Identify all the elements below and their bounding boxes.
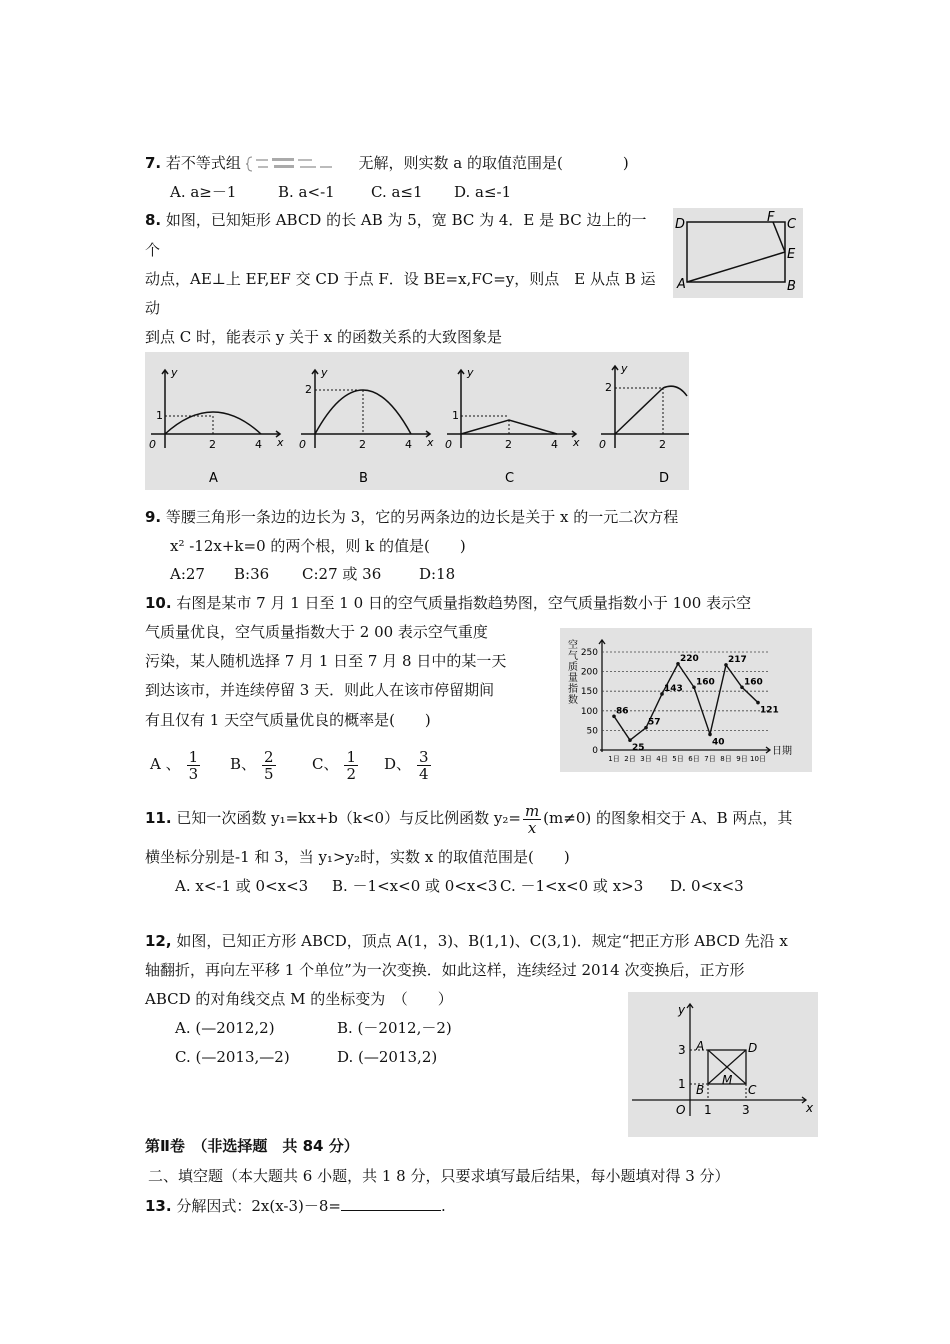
- graph-a: [151, 370, 280, 448]
- q11-text-before: 已知一次函数 y₁=kx+b（k<0）与反比例函数 y₂=: [176, 809, 521, 827]
- q9-option-a: A:27: [170, 565, 205, 583]
- graph-a-y: y: [171, 366, 178, 379]
- chart-data-label: 57: [648, 717, 661, 728]
- chart-data-label: 217: [728, 654, 747, 665]
- graph-b-origin: 0: [299, 438, 306, 451]
- q9-option-c: C:27 或 36: [302, 565, 382, 583]
- q10-line5: 有且仅有 1 天空气质量优良的概率是( ): [145, 711, 431, 729]
- q10-option-b: B、 $\frac{2}{5}$: [230, 747, 274, 783]
- graph-d-y: y: [621, 362, 628, 375]
- graph-b-x: x: [427, 436, 434, 449]
- q9-option-d: D:18: [419, 565, 456, 583]
- q11-option-d: D. 0<x<3: [670, 877, 744, 895]
- q13-answer-blank[interactable]: [341, 1196, 441, 1211]
- chart-data-label: 220: [680, 653, 699, 664]
- q10-line4: 到达该市，并连续停留 3 天．则此人在该市停留期间: [145, 681, 495, 699]
- q9-line2: x² -12x+k=0 的两个根，则 k 的值是( ): [170, 537, 466, 555]
- fig12-C: C: [748, 1083, 757, 1097]
- q13-end: .: [441, 1197, 446, 1215]
- q7-stem: [145, 153, 629, 173]
- q7-option-c: C. a≤1: [371, 183, 423, 201]
- q11-line2: 横坐标分别是-1 和 3，当 y₁>y₂时，实数 x 的取值范围是( ): [145, 848, 570, 866]
- chart-ytick-label: 0: [592, 746, 598, 756]
- q10-option-c: C、 $\frac{1}{2}$: [312, 747, 357, 783]
- q10-aqi-chart: [560, 628, 812, 772]
- part2-title: 第Ⅱ卷 （非选择题 共 84 分）: [145, 1137, 359, 1155]
- chart-ylabel-char: 数: [568, 695, 578, 706]
- chart-ylabel-char: 空: [568, 640, 578, 651]
- q12-line1: [145, 931, 788, 951]
- graph-b-y: y: [321, 366, 328, 379]
- label-c: C: [787, 217, 797, 232]
- q11-option-b: B. －1<x<0 或 0<x<3: [332, 877, 498, 895]
- q12-options-row1: [175, 1018, 452, 1038]
- q11-frac-num: m: [524, 801, 540, 820]
- chart-ylabel-char: 量: [568, 673, 578, 684]
- q11-number: 11.: [145, 809, 172, 827]
- q12-line2: 轴翻折，再向左平移 1 个单位”为一次变换．如此这样，连续经过 2014 次变换后，正方形: [145, 961, 745, 979]
- chart-xtick-label: 5日: [672, 755, 684, 763]
- graph-b: [301, 370, 430, 448]
- q11-line1: [145, 800, 792, 836]
- chart-series-line: [614, 664, 758, 740]
- graph-b-x4: 4: [405, 438, 412, 451]
- chart-xtick-label: 7日: [704, 755, 716, 763]
- label-d: D: [675, 217, 686, 232]
- chart-data-label: 25: [632, 743, 645, 754]
- chart-ylabel-char: 气: [568, 651, 578, 662]
- fig12-D: D: [748, 1041, 758, 1055]
- chart-data-label: 121: [760, 705, 779, 716]
- q9-option-b: B:36: [234, 565, 270, 583]
- graph-a-ymark: 1: [156, 409, 163, 422]
- q12-options-row2: [175, 1047, 437, 1067]
- q8-rectangle-figure: [673, 208, 803, 298]
- q11-options: [175, 876, 744, 896]
- chart-ytick-label: 250: [580, 648, 598, 658]
- graph-b-x2: 2: [359, 438, 366, 451]
- chart-data-label: 86: [616, 706, 629, 717]
- q7-options: [170, 182, 511, 202]
- graph-a-x4: 4: [255, 438, 262, 451]
- q13-number: 13.: [145, 1197, 172, 1215]
- q7-text-before: 若不等式组: [165, 154, 241, 172]
- chart-ytick-label: 150: [580, 687, 598, 698]
- q8-line3: 到点 C 时，能表示 y 关于 x 的函数关系的大致图象是: [145, 328, 503, 346]
- graph-d-origin: 0: [599, 438, 606, 451]
- q8-line1: [145, 210, 646, 230]
- chart-xtick-label: 10日: [750, 755, 766, 763]
- chart-ytick-label: 100: [580, 706, 598, 717]
- q11-text-after: (m≠0) 的图象相交于 A、B 两点，其: [543, 809, 793, 827]
- graph-c: [447, 370, 576, 448]
- q12-line3: ABCD 的对角线交点 M 的坐标变为 （ ）: [145, 990, 453, 1008]
- graph-a-x2: 2: [209, 438, 216, 451]
- q9-line1: [145, 507, 678, 527]
- fig12-origin: O: [676, 1103, 686, 1117]
- q11-option-a: A. x<-1 或 0<x<3: [175, 877, 309, 895]
- label-f: F: [767, 210, 775, 225]
- fig12-x3: 3: [742, 1103, 750, 1117]
- q13: [145, 1196, 446, 1216]
- chart-xtick-label: 9日: [736, 755, 748, 763]
- q10-line3: 污染，某人随机选择 7 月 1 日至 7 月 8 日中的某一天: [145, 652, 507, 670]
- q12-option-a: A. (—2012,2): [175, 1019, 275, 1037]
- label-a: A: [677, 277, 686, 292]
- q12-line1-text: 如图，已知正方形 ABCD，顶点 A(1，3)、B(1,1)、C(3,1)．规定“把正方形 ABCD 先沿 x: [176, 932, 788, 950]
- q8-line1-wrap: 个: [145, 241, 161, 259]
- q12-option-c: C. (—2013,—2): [175, 1048, 290, 1066]
- part2-section-header: 二、填空题（本大题共 6 小题，共 1 8 分，只要求填写最后结果，每小题填对得 3 分）: [148, 1167, 730, 1185]
- q11-option-c: C. －1<x<0 或 x>3: [500, 877, 644, 895]
- graph-a-x: x: [277, 436, 284, 449]
- q8-line2-wrap: 动: [145, 299, 161, 317]
- chart-ytick-label: 200: [580, 667, 598, 678]
- q9-options: [170, 564, 455, 584]
- q10-number: 10.: [145, 594, 172, 612]
- graph-d: [601, 366, 689, 448]
- q12-square-figure: [628, 992, 818, 1137]
- q10-option-a: A 、 $\frac{1}{3}$: [150, 747, 199, 783]
- inequality-system-image: [246, 156, 354, 172]
- q10-line1-text: 右图是某市 7 月 1 日至 1 0 日的空气质量指数趋势图，空气质量指数小于 100 表示空: [176, 594, 752, 612]
- chart-data-label: 160: [744, 677, 763, 688]
- chart-ylabel-char: 质: [568, 662, 578, 673]
- graph-c-x4: 4: [551, 438, 558, 451]
- fig12-x1: 1: [704, 1103, 712, 1117]
- q10-option-d: D、 $\frac{3}{4}$: [384, 747, 429, 783]
- chart-ytick-label: 50: [586, 726, 598, 737]
- fig12-y: y: [678, 1003, 686, 1017]
- chart-point: [756, 701, 760, 705]
- q8-line2: 动点，AE⊥上 EF,EF 交 CD 于点 F．设 BE=x,FC=y，则点 E 从点 B 运: [145, 270, 656, 288]
- chart-data-label: 143: [664, 683, 683, 694]
- q7-option-a: A. a≥－1: [170, 183, 237, 201]
- q12-option-b: B. (－2012,－2): [337, 1019, 452, 1037]
- graph-b-label: B: [359, 471, 368, 486]
- q10-line1: [145, 593, 751, 613]
- graph-d-ymark: 2: [605, 381, 612, 394]
- q8-line1-text: 如图，已知矩形 ABCD 的长 AB 为 5，宽 BC 为 4．E 是 BC 边上的一: [165, 211, 647, 229]
- fig12-y3: 3: [678, 1043, 686, 1057]
- graph-c-y: y: [467, 366, 474, 379]
- graph-a-label: A: [209, 471, 218, 486]
- q11-frac-den: x: [527, 818, 537, 837]
- graph-c-origin: 0: [445, 438, 452, 451]
- q12-number: 12,: [145, 932, 172, 950]
- q13-text: 分解因式：2x(x-3)－8=: [176, 1197, 341, 1215]
- graph-c-ymark: 1: [452, 409, 459, 422]
- fig12-M: M: [722, 1073, 733, 1087]
- q9-number: 9.: [145, 508, 162, 526]
- q10-line2: 气质量优良，空气质量指数大于 2 00 表示空气重度: [145, 623, 488, 641]
- fig12-B: B: [696, 1083, 705, 1097]
- q8-number: 8.: [145, 211, 162, 229]
- q10-options: [150, 742, 437, 786]
- graph-c-label: C: [505, 471, 515, 486]
- q9-line1-text: 等腰三角形一条边的边长为 3，它的另两条边的边长是关于 x 的一元二次方程: [165, 508, 679, 526]
- chart-xtick-label: 2日: [624, 755, 636, 763]
- graph-b-ymark: 2: [305, 383, 312, 396]
- label-e: E: [787, 247, 796, 262]
- graph-d-label: D: [659, 471, 670, 486]
- chart-point: [628, 738, 632, 742]
- chart-data-label: 40: [712, 737, 725, 748]
- q7-text-after: 无解，则实数 a 的取值范围是(: [358, 154, 563, 172]
- chart-xtick-label: 4日: [656, 755, 668, 763]
- fig12-A: A: [696, 1039, 705, 1053]
- graph-a-origin: 0: [149, 438, 156, 451]
- q7-number: 7.: [145, 154, 162, 172]
- q7-option-d: D. a≤-1: [454, 183, 512, 201]
- graph-c-x2: 2: [505, 438, 512, 451]
- graph-d-x2: 2: [659, 438, 666, 451]
- fig12-x: x: [806, 1101, 814, 1115]
- chart-data-label: 160: [696, 677, 715, 688]
- chart-xtick-label: 8日: [720, 755, 732, 763]
- chart-ylabel-char: 指: [568, 684, 578, 695]
- chart-xtick-label: 6日: [688, 755, 700, 763]
- q8-option-graphs: [145, 352, 689, 490]
- label-b: B: [787, 279, 796, 294]
- graph-c-x: x: [573, 436, 580, 449]
- chart-xlabel: 日期: [772, 746, 792, 757]
- chart-xtick-label: 3日: [640, 755, 652, 763]
- chart-point: [708, 733, 712, 737]
- q7-paren: ): [622, 154, 629, 172]
- q7-option-b: B. a<-1: [278, 183, 335, 201]
- chart-xtick-label: 1日: [608, 755, 620, 763]
- q12-option-d: D. (—2013,2): [337, 1048, 438, 1066]
- fig12-y1: 1: [678, 1077, 686, 1091]
